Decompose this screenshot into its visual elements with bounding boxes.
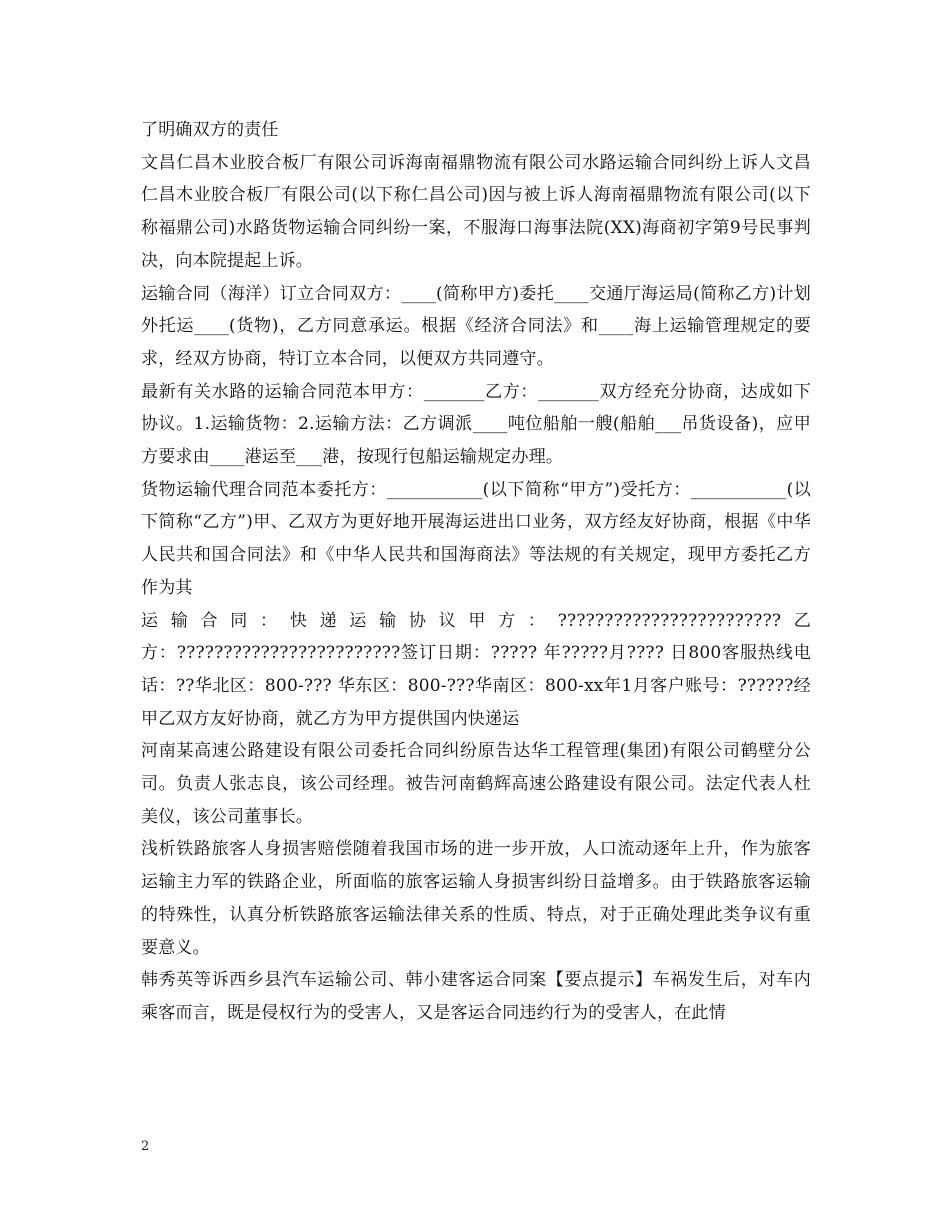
paragraph-intro: 了明确双方的责任	[141, 120, 279, 140]
paragraph-waterway-contract-template: 最新有关水路的运输合同范本甲方：_______乙方：_______双方经充分协商，达成如下协议。1.运输货物：2.运输方法：乙方调派____吨位船舶一艘(船舶___吊货设备)，应甲方要求由____港运至___港，按现行包船运输规定办理。	[141, 381, 811, 468]
paragraph-han-xiuying-case: 韩秀英等诉西乡县汽车运输公司、韩小建客运合同案【要点提示】车祸发生后，对车内乘客而言，既是侵权行为的受害人，又是客运合同违约行为的受害人，在此情	[141, 970, 811, 1023]
paragraph-freight-agency-contract: 货物运输代理合同范本委托方：___________(以下简称“甲方”)受托方：___________(以下简称“乙方”)甲、乙双方为更好地开展海运进出口业务，双方经友好协商，根据《中华人民共和国合同法》和《中华人民共和国海商法》等法规的有关规定，现甲方委托乙方作为其	[141, 479, 811, 598]
page-number: 2	[141, 1139, 150, 1154]
paragraph-henan-highway-case: 河南某高速公路建设有限公司委托合同纠纷原告达华工程管理(集团)有限公司鹤壁分公司。负责人张志良，该公司经理。被告河南鹤辉高速公路建设有限公司。法定代表人杜美仪，该公司董事长。	[141, 741, 811, 827]
paragraph-express-delivery-contract: 运输合同：快递运输协议甲方：????????????????????????乙方：????????????????????????签订日期：????? 年?????月???? 日800客服热线电话：??华北区：800-??? 华东区：800-???华南区：800-xx年1月客户账号：??????经甲乙双方友好协商，就乙方为甲方提供国内快递运	[141, 610, 811, 729]
paragraph-wenchang-case: 文昌仁昌木业胶合板厂有限公司诉海南福鼎物流有限公司水路运输合同纠纷上诉人文昌仁昌木业胶合板厂有限公司(以下称仁昌公司)因与被上诉人海南福鼎物流有限公司(以下称福鼎公司)水路货物运输合同纠纷一案，不服海口海事法院(XX)海商初字第9号民事判决，向本院提起上诉。	[141, 152, 811, 271]
paragraph-railway-passenger-injury: 浅析铁路旅客人身损害赔偿随着我国市场的进一步开放，人口流动逐年上升，作为旅客运输主力军的铁路企业，所面临的旅客运输人身损害纠纷日益增多。由于铁路旅客运输的特殊性，认真分析铁路旅客运输法律关系的性质、特点，对于正确处理此类争议有重要意义。	[141, 839, 811, 958]
paragraph-ocean-transport-contract: 运输合同（海洋）订立合同双方：____(简称甲方)委托____交通厅海运局(简称乙方)计划外托运____(货物)，乙方同意承运。根据《经济合同法》和____海上运输管理规定的要求，经双方协商，特订立本合同，以便双方共同遵守。	[141, 283, 811, 369]
document-body	[141, 114, 811, 1030]
